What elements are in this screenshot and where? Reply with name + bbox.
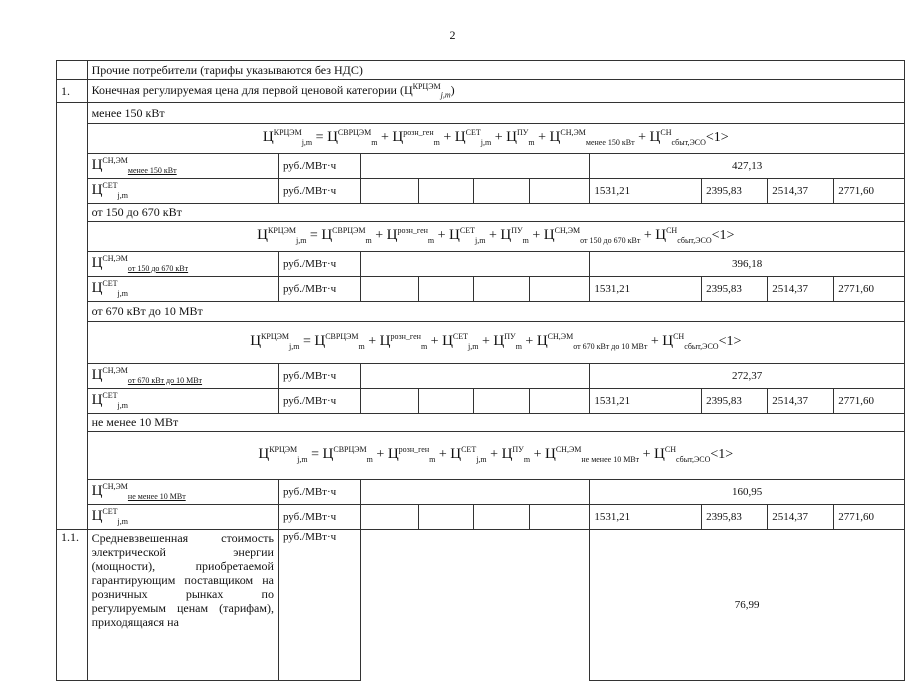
formula-row <box>57 321 905 363</box>
sn-row <box>57 153 905 178</box>
formula-row <box>57 431 905 479</box>
sn-row <box>57 479 905 504</box>
group-label: от 150 до 670 кВт <box>87 203 904 221</box>
sn-symbol: $Ц^{СН,ЭМ}_{менее 150 кВт}$ <box>87 153 278 178</box>
set-value: 2514,37 <box>768 388 834 413</box>
section-1-1-value: 76,99 <box>590 529 905 680</box>
set-unit: руб./МВт·ч <box>278 504 360 529</box>
sn-unit: руб./МВт·ч <box>278 251 360 276</box>
sn-symbol: $Ц^{СН,ЭМ}_{не менее 10 МВт}$ <box>87 479 278 504</box>
formula-row <box>57 123 905 153</box>
set-value: 2514,37 <box>768 504 834 529</box>
formula-row <box>57 221 905 251</box>
set-value: 2395,83 <box>702 388 768 413</box>
section-1-1-text: Средневзвешенная стоимость электрической энергии (мощности), приобретаемой гарантирующим поставщиком на розничных рынках по регулируемым ценам (тарифам), приходящаяся на <box>87 529 278 680</box>
group-label-row <box>57 301 905 321</box>
group-label-row <box>57 103 905 124</box>
set-row <box>57 504 905 529</box>
group-formula: $Ц^{КРЦЭМ}_{j,m} = Ц^{СВРЦЭМ}_m + Ц^{розн\_ген}_m + Ц^{СЕТ}_{j,m} + Ц^{ПУ}_m + Ц^{СН,ЭМ}_{не менее 10 МВт} + Ц^{СН}_{сбыт,ЭСО}<1>$ <box>87 431 904 479</box>
tariff-table <box>56 60 905 681</box>
set-value: 1531,21 <box>590 504 702 529</box>
sn-value: 160,95 <box>590 479 905 504</box>
set-symbol: $Ц^{СЕТ}_{j,m}$ <box>87 276 278 301</box>
sn-unit: руб./МВт·ч <box>278 363 360 388</box>
sn-row <box>57 363 905 388</box>
section-1-row <box>57 80 905 103</box>
set-value: 2395,83 <box>702 504 768 529</box>
group-formula: $Ц^{КРЦЭМ}_{j,m} = Ц^{СВРЦЭМ}_m + Ц^{розн\_ген}_m + Ц^{СЕТ}_{j,m} + Ц^{ПУ}_m + Ц^{СН,ЭМ}_{от 670 кВт до 10 МВт} + Ц^{СН}_{сбыт,ЭСО}<1>$ <box>87 321 904 363</box>
set-value: 2395,83 <box>702 276 768 301</box>
set-value: 2771,60 <box>834 504 905 529</box>
set-unit: руб./МВт·ч <box>278 178 360 203</box>
set-value: 2395,83 <box>702 178 768 203</box>
set-symbol: $Ц^{СЕТ}_{j,m}$ <box>87 388 278 413</box>
section-1-title: Конечная регулируемая цена для первой ценовой категории $(Ц^{КРЦЭМ}_{j,m})$ <box>87 80 904 103</box>
header-row-text: Прочие потребители (тарифы указываются без НДС) <box>87 61 904 80</box>
set-value: 1531,21 <box>590 276 702 301</box>
section-1-index: 1. <box>57 80 88 103</box>
section-1-1-index: 1.1. <box>57 529 88 680</box>
set-unit: руб./МВт·ч <box>278 388 360 413</box>
group-label: менее 150 кВт <box>87 103 904 124</box>
set-value: 2771,60 <box>834 276 905 301</box>
set-row <box>57 276 905 301</box>
sn-row <box>57 251 905 276</box>
header-row <box>57 61 905 80</box>
group-formula: $Ц^{КРЦЭМ}_{j,m} = Ц^{СВРЦЭМ}_m + Ц^{розн\_ген}_m + Ц^{СЕТ}_{j,m} + Ц^{ПУ}_m + Ц^{СН,ЭМ}_{от 150 до 670 кВт} + Ц^{СН}_{сбыт,ЭСО}<1>$ <box>87 221 904 251</box>
section-1-1-unit: руб./МВт·ч <box>278 529 360 680</box>
sn-unit: руб./МВт·ч <box>278 153 360 178</box>
sn-value: 427,13 <box>590 153 905 178</box>
set-symbol: $Ц^{СЕТ}_{j,m}$ <box>87 178 278 203</box>
set-value: 2771,60 <box>834 388 905 413</box>
set-value: 2514,37 <box>768 276 834 301</box>
group-label: от 670 кВт до 10 МВт <box>87 301 904 321</box>
section-1-1-row <box>57 529 905 680</box>
sn-value: 396,18 <box>590 251 905 276</box>
set-value: 1531,21 <box>590 388 702 413</box>
group-label-row <box>57 203 905 221</box>
sn-value: 272,37 <box>590 363 905 388</box>
group-label: не менее 10 МВт <box>87 413 904 431</box>
set-row <box>57 178 905 203</box>
set-symbol: $Ц^{СЕТ}_{j,m}$ <box>87 504 278 529</box>
sn-symbol: $Ц^{СН,ЭМ}_{от 150 до 670 кВт}$ <box>87 251 278 276</box>
set-value: 1531,21 <box>590 178 702 203</box>
sn-symbol: $Ц^{СН,ЭМ}_{от 670 кВт до 10 МВт}$ <box>87 363 278 388</box>
set-unit: руб./МВт·ч <box>278 276 360 301</box>
set-row <box>57 388 905 413</box>
group-formula: $Ц^{КРЦЭМ}_{j,m} = Ц^{СВРЦЭМ}_m + Ц^{розн\_ген}_m + Ц^{СЕТ}_{j,m} + Ц^{ПУ}_m + Ц^{СН,ЭМ}_{менее 150 кВт} + Ц^{СН}_{сбыт,ЭСО}<1>$ <box>87 123 904 153</box>
group-label-row <box>57 413 905 431</box>
page-number: 2 <box>449 28 456 42</box>
sn-unit: руб./МВт·ч <box>278 479 360 504</box>
set-value: 2771,60 <box>834 178 905 203</box>
set-value: 2514,37 <box>768 178 834 203</box>
